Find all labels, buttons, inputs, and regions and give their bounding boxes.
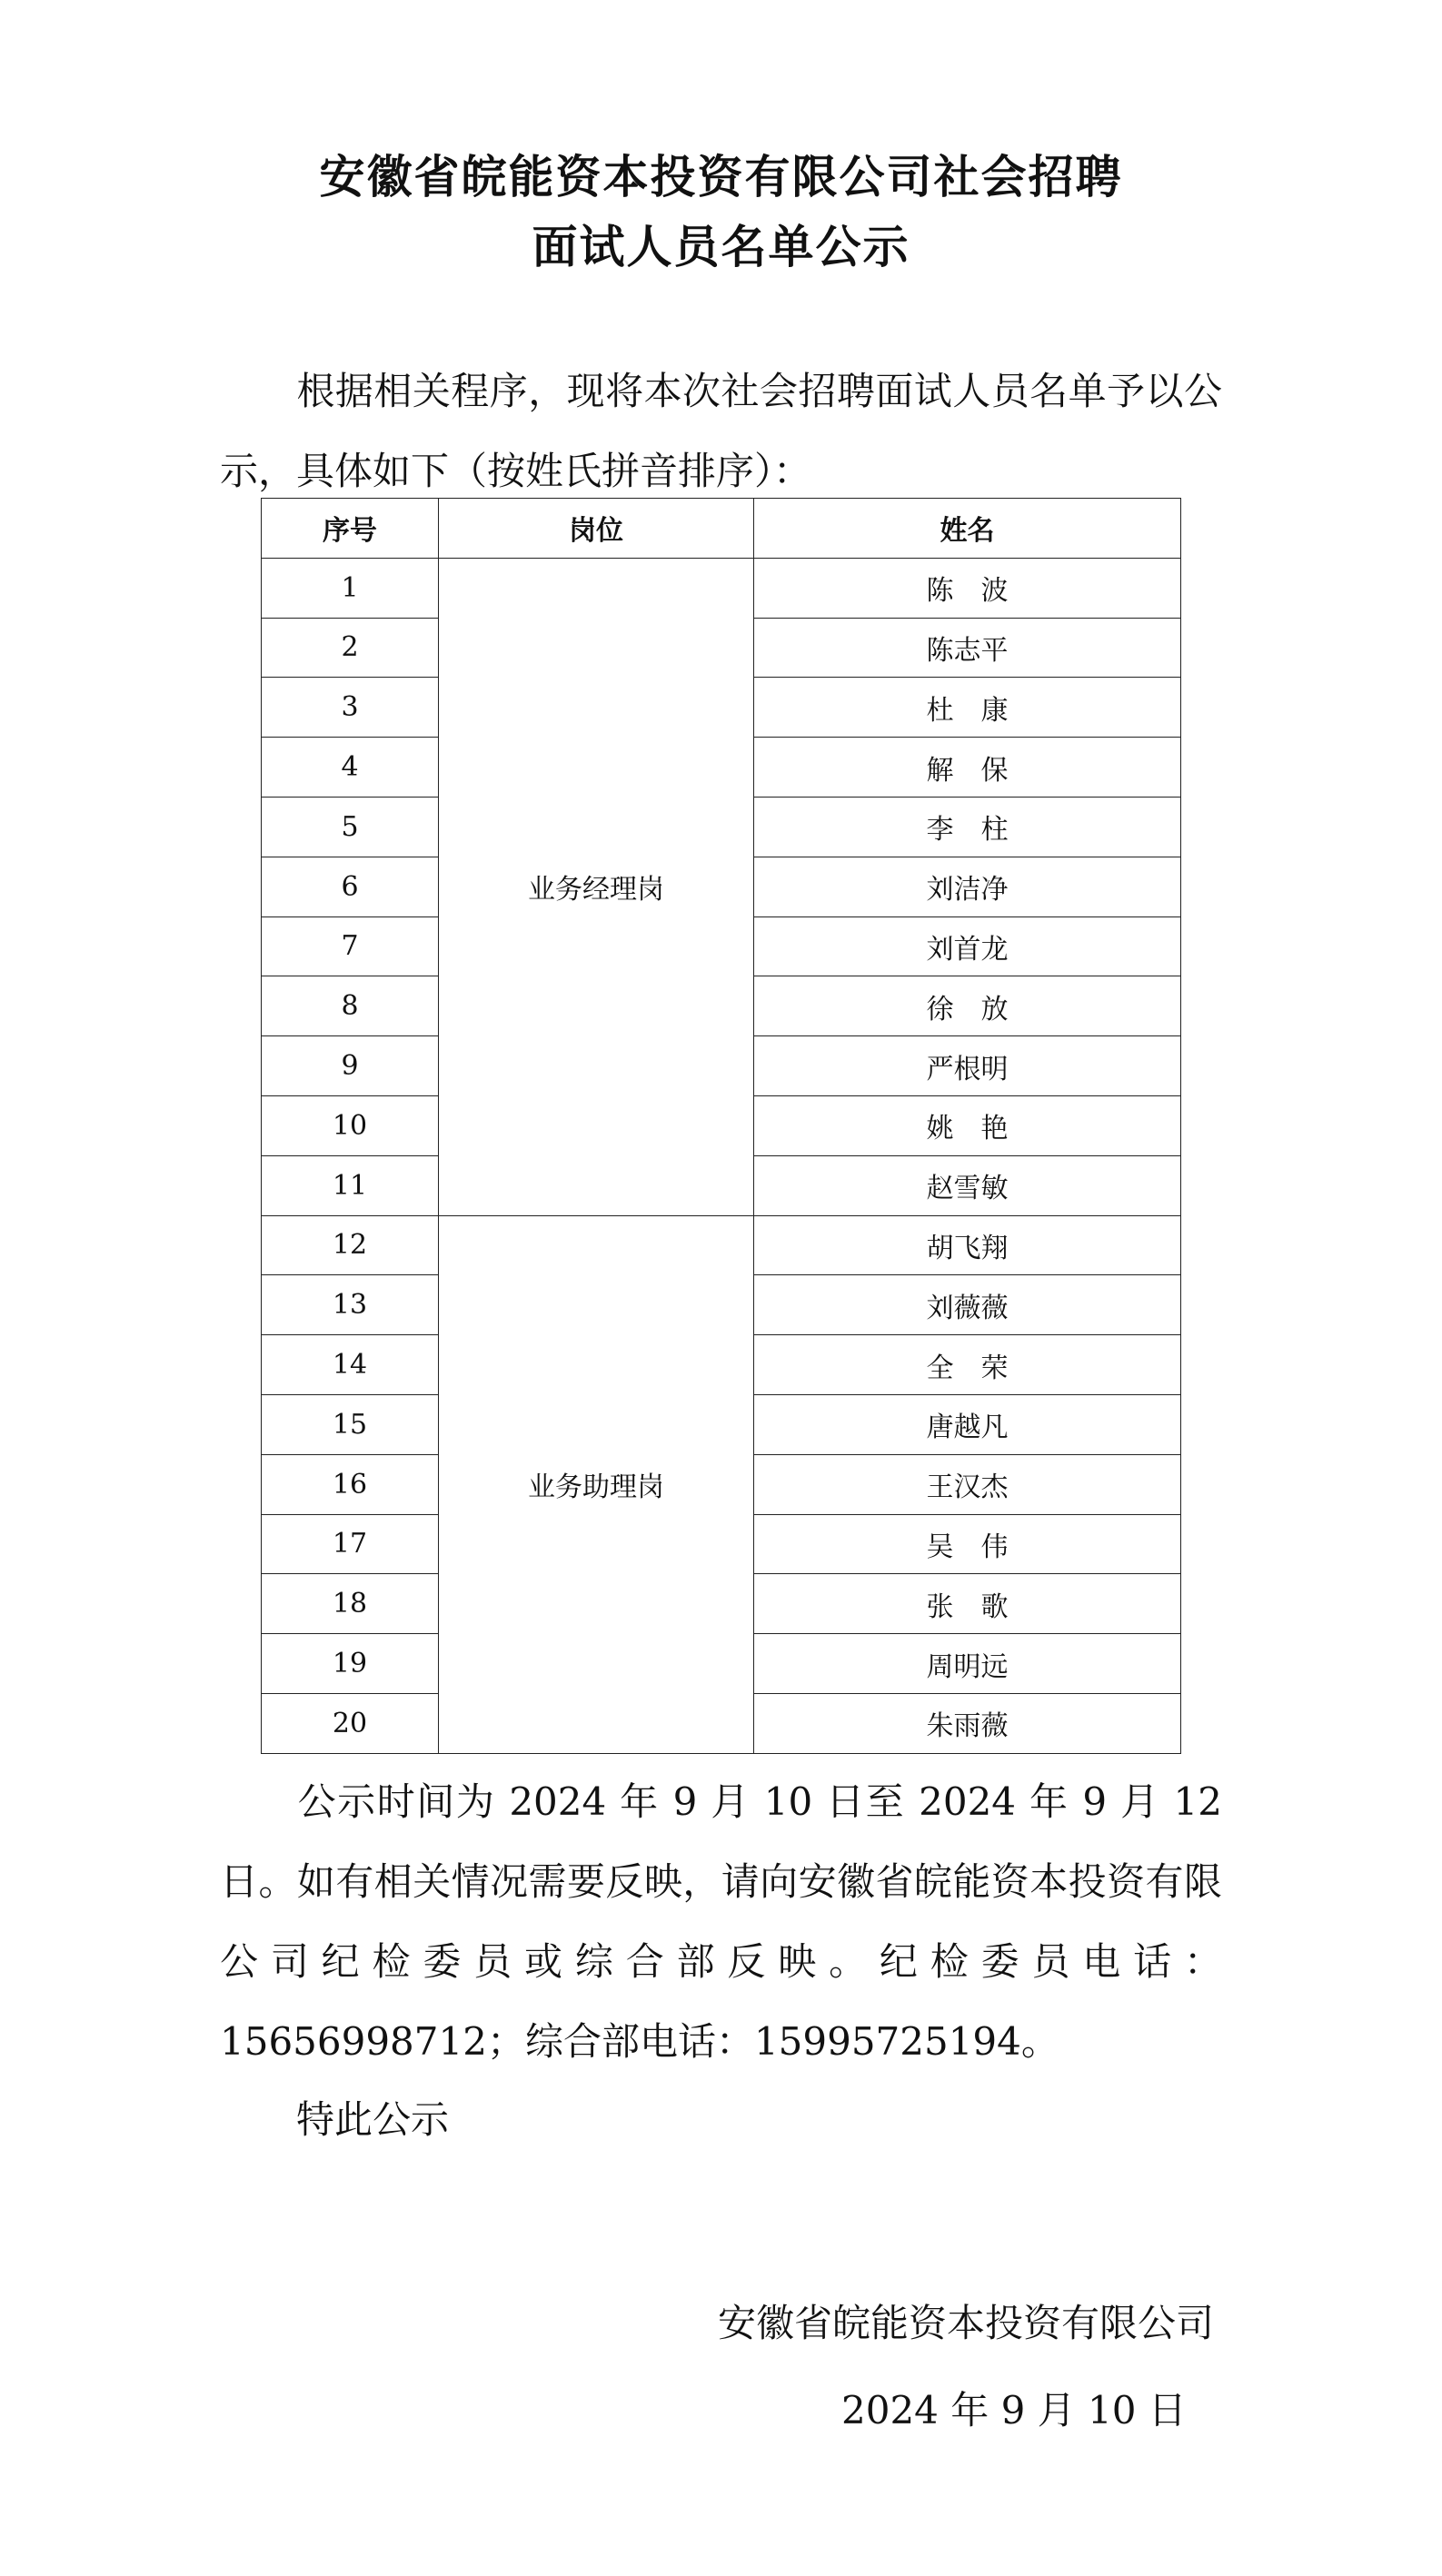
notice-paragraph <box>220 1762 1222 2082</box>
candidate-name: 刘薇薇 <box>754 1275 1181 1335</box>
intro-text: 根据相关程序，现将本次社会招聘面试人员名单予以公示，具体如下（按姓氏拼音排序）： <box>220 369 1222 493</box>
candidate-name: 张 歌 <box>754 1574 1181 1634</box>
row-number: 3 <box>262 678 439 738</box>
table-row <box>262 1215 1181 1275</box>
candidate-name: 赵雪敏 <box>754 1155 1181 1215</box>
header-number: 序号 <box>262 499 439 559</box>
row-number: 18 <box>262 1574 439 1634</box>
interview-list-table <box>261 498 1181 1754</box>
header-position: 岗位 <box>439 499 754 559</box>
row-number: 13 <box>262 1275 439 1335</box>
row-number: 14 <box>262 1335 439 1395</box>
candidate-name: 陈志平 <box>754 618 1181 678</box>
candidate-name: 朱雨薇 <box>754 1693 1181 1753</box>
candidate-name: 刘首龙 <box>754 916 1181 976</box>
row-number: 17 <box>262 1514 439 1574</box>
candidate-name: 陈 波 <box>754 558 1181 618</box>
candidate-name: 李 柱 <box>754 797 1181 857</box>
document-title-line1: 安徽省皖能资本投资有限公司社会招聘 <box>319 150 1123 203</box>
row-number: 1 <box>262 558 439 618</box>
row-number: 8 <box>262 976 439 1036</box>
candidate-name: 吴 伟 <box>754 1514 1181 1574</box>
row-number: 9 <box>262 1036 439 1096</box>
row-number: 16 <box>262 1454 439 1514</box>
row-number: 10 <box>262 1095 439 1155</box>
notice-text: 公示时间为 2024 年 9 月 10 日至 2024 年 9 月 12 日。如有相关情况需要反映，请向安徽省皖能资本投资有限公司纪检委员或综合部反映。纪检委员电话：15656998712；综合部电话：15995725194。 <box>220 1779 1222 2064</box>
candidate-name: 徐 放 <box>754 976 1181 1036</box>
signature-organization: 安徽省皖能资本投资有限公司 <box>718 2301 1215 2345</box>
candidate-name: 全 荣 <box>754 1335 1181 1395</box>
row-number: 12 <box>262 1215 439 1275</box>
table-header-row <box>262 499 1181 559</box>
row-number: 11 <box>262 1155 439 1215</box>
candidate-name: 杜 康 <box>754 678 1181 738</box>
intro-paragraph <box>220 352 1222 511</box>
row-number: 20 <box>262 1693 439 1753</box>
candidate-name: 唐越凡 <box>754 1394 1181 1454</box>
position-cell: 业务助理岗 <box>439 1215 754 1753</box>
document-title-line2: 面试人员名单公示 <box>532 220 910 273</box>
candidate-name: 解 保 <box>754 738 1181 798</box>
row-number: 2 <box>262 618 439 678</box>
candidate-name: 姚 艳 <box>754 1095 1181 1155</box>
table-row <box>262 558 1181 618</box>
candidate-name: 刘洁净 <box>754 857 1181 916</box>
candidate-name: 胡飞翔 <box>754 1215 1181 1275</box>
row-number: 19 <box>262 1634 439 1694</box>
row-number: 5 <box>262 797 439 857</box>
header-name: 姓名 <box>754 499 1181 559</box>
row-number: 4 <box>262 738 439 798</box>
row-number: 7 <box>262 916 439 976</box>
closing-text: 特此公示 <box>296 2097 450 2142</box>
position-cell: 业务经理岗 <box>439 558 754 1215</box>
candidate-name: 王汉杰 <box>754 1454 1181 1514</box>
signature-date: 2024 年 9 月 10 日 <box>841 2388 1187 2432</box>
row-number: 15 <box>262 1394 439 1454</box>
table-body <box>262 558 1181 1753</box>
candidate-name: 严根明 <box>754 1036 1181 1096</box>
candidate-name: 周明远 <box>754 1634 1181 1694</box>
row-number: 6 <box>262 857 439 916</box>
